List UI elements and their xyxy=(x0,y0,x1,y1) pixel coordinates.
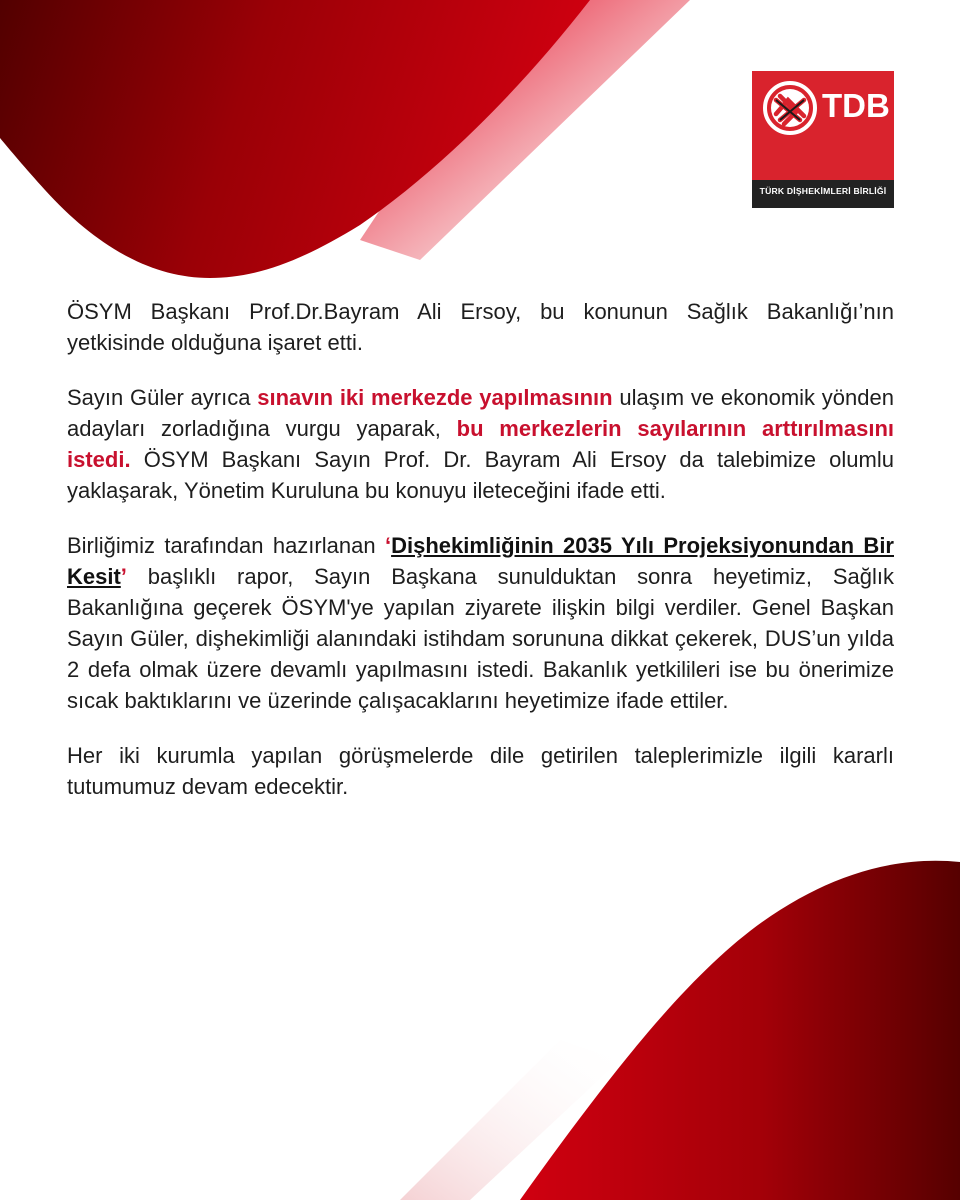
tdb-knot-icon xyxy=(762,80,818,136)
tdb-logo xyxy=(752,71,894,208)
paragraph-2-text-1: Sayın Güler ayrıca xyxy=(67,385,258,410)
report-title: Dişhekimliğinin 2035 Yılı Projeksiyonundan Bir Kesit xyxy=(67,533,894,589)
paragraph-2 xyxy=(67,382,894,506)
logo-full-name: TÜRK DİŞHEKİMLERİ BİRLİĞİ xyxy=(759,186,887,196)
logo-name-strip xyxy=(752,180,894,208)
logo-abbreviation: TDB xyxy=(822,87,890,124)
quote-close: ’ xyxy=(120,564,127,589)
paragraph-4: Her iki kurumla yapılan görüşmelerde dile getirilen taleplerimizle ilgili kararlı tutumumuz devam edecektir. xyxy=(67,743,894,799)
paragraph-2-text-3: ÖSYM Başkanı Sayın Prof. Dr. Bayram Ali Ersoy da talebimize olumlu yaklaşarak, Yönetim Kuruluna bu konuyu ileteceğini ifade etti. xyxy=(67,447,894,503)
quote-open: ‘ xyxy=(384,533,392,558)
article-body xyxy=(67,296,894,826)
paragraph-2-text-2: ulaşım ve ekonomik yönden adayları zorladığına vurgu yaparak, xyxy=(67,385,894,441)
highlight-two-centers: sınavın iki merkezde yapılmasının xyxy=(257,385,613,410)
paragraph-3 xyxy=(67,530,894,716)
highlight-increase-centers: bu merkezlerin sayılarının arttırılmasını istedi. xyxy=(67,416,895,472)
paragraph-1: ÖSYM Başkanı Prof.Dr.Bayram Ali Ersoy, bu konunun Sağlık Bakanlığı’nın yetkisinde olduğuna işaret etti. xyxy=(67,299,894,355)
paragraph-3-text-1: Birliğimiz tarafından hazırlanan xyxy=(67,533,385,558)
bottom-wave-shape xyxy=(520,861,960,1200)
paragraph-3-text-2: başlıklı rapor, Sayın Başkana sunulduktan sonra heyetimiz, Sağlık Bakanlığına geçerek ÖSYM'ye yapılan ziyarete ilişkin bilgi verdiler. Genel Başkan Sayın Güler, dişhekimliği alanındaki istihdam sorununa dikkat çekerek, DUS’un yılda 2 defa olmak üzere devamlı yapılmasını istedi. Bakanlık yetkilileri ise bu önerimize sıcak baktıklarını ve üzerinde çalışacaklarını heyetimize ifade ettiler. xyxy=(67,564,894,713)
